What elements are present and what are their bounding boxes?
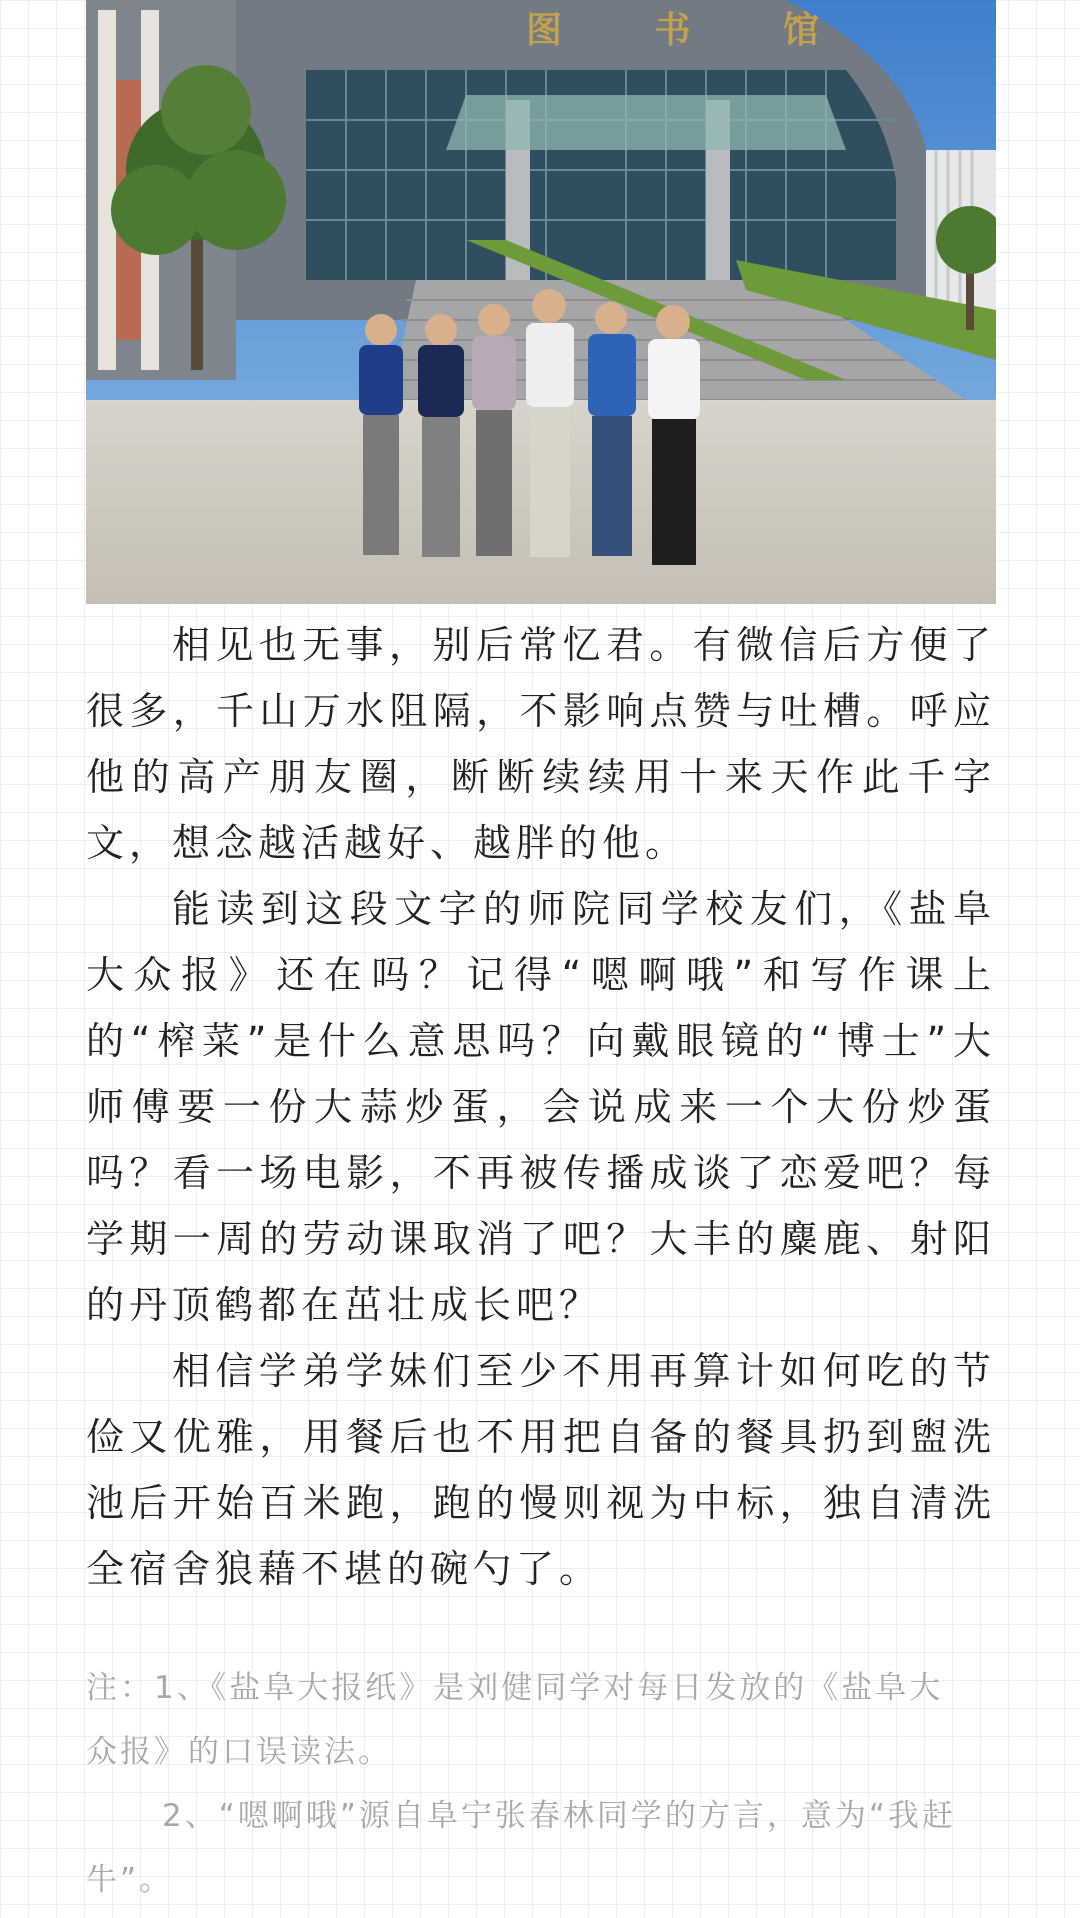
library-group-photo	[86, 0, 996, 604]
footnote-2: 2、“嗯啊哦”源自阜宁张春林同学的方言，意为“我赶牛”。	[86, 1798, 956, 1898]
library-sign: 图 书 馆	[526, 9, 860, 51]
article-body	[86, 612, 996, 1602]
article-paragraph: 能读到这段文字的师院同学校友们，《盐阜大众报》还在吗？记得“嗯啊哦”和写作课上的“榨菜”是什么意思吗？向戴眼镜的“博士”大师傅要一份大蒜炒蛋，会说成来一个大份炒蛋吗？看一场电影，不再被传播成谈了恋爱吧？每学期一周的劳动课取消了吧？大丰的麋鹿、射阳的丹顶鹤都在茁壮成长吧？	[86, 887, 996, 1327]
footnote-1: 注：1、《盐阜大报纸》是刘健同学对每日发放的《盐阜大众报》的口误读法。	[86, 1670, 944, 1770]
article-paragraph: 相信学弟学妹们至少不用再算计如何吃的节俭又优雅，用餐后也不用把自备的餐具扔到盥洗池后开始百米跑，跑的慢则视为中标，独自清洗全宿舍狼藉不堪的碗勺了。	[86, 1349, 996, 1591]
article-paragraph: 相见也无事，别后常忆君。有微信后方便了很多，千山万水阻隔，不影响点赞与吐槽。呼应他的高产朋友圈，断断续续用十来天作此千字文，想念越活越好、越胖的他。	[86, 623, 996, 865]
footnotes	[86, 1656, 966, 1912]
